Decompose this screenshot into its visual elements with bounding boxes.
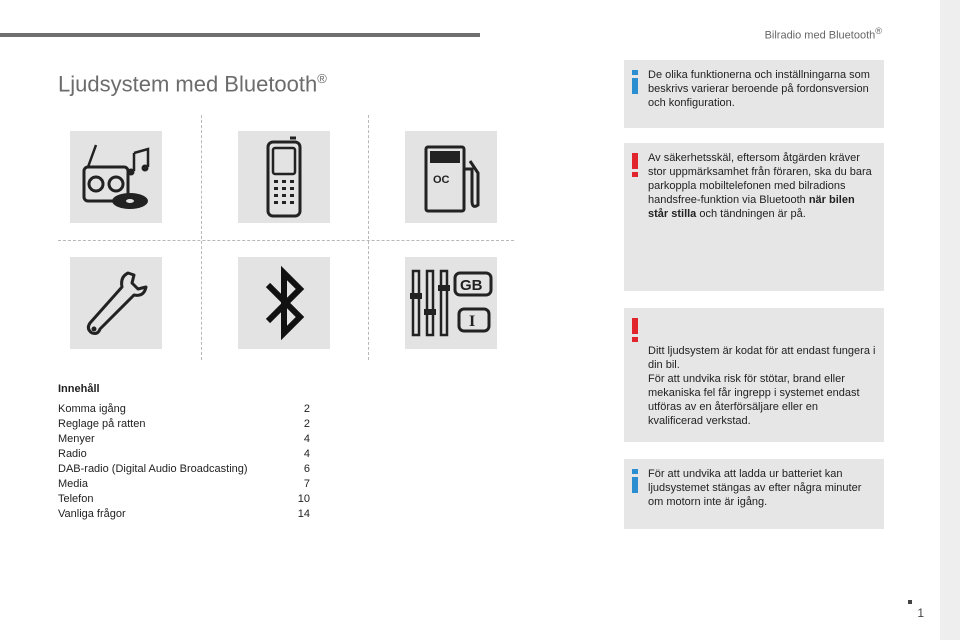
svg-text:GB: GB — [460, 277, 483, 294]
toc-item: Media 7 — [58, 478, 310, 490]
mobile-phone-icon — [262, 136, 306, 218]
grid-divider — [58, 240, 514, 241]
page-title: Ljudsystem med Bluetooth® — [58, 70, 327, 97]
info-note: De olika funktionerna och inställningarna som beskrivs varierar beroende på fordonsversion och konfiguration. — [624, 60, 884, 128]
svg-text:OC: OC — [433, 174, 450, 186]
toc-item: Telefon 10 — [58, 493, 310, 505]
fuel-pump-tile — [405, 131, 497, 223]
info-icon — [632, 70, 638, 94]
settings-sliders-language-icon — [407, 265, 495, 341]
info-note: För att undvika att ladda ur batteriet kan ljudsystemet stängas av efter några minuter om motorn inte är igång. — [624, 459, 884, 529]
wrench-icon — [80, 267, 152, 339]
settings-sliders-tile — [405, 257, 497, 349]
svg-text:I: I — [469, 313, 476, 330]
toc-item: Menyer 4 — [58, 433, 310, 445]
toc-item: Vanliga frågor 14 — [58, 508, 310, 520]
fuel-pump-display-icon — [416, 139, 486, 215]
page-number: 1 — [917, 606, 924, 620]
wrench-tile — [70, 257, 162, 349]
toc-heading: Innehåll — [58, 383, 100, 395]
grid-divider — [201, 115, 202, 360]
toc-item: Komma igång 2 — [58, 403, 310, 415]
toc-item: Radio 4 — [58, 448, 310, 460]
page-marker — [908, 600, 912, 604]
running-head: Bilradio med Bluetooth® — [764, 26, 882, 42]
toc-item: Reglage på ratten 2 — [58, 418, 310, 430]
warning-note: Av säkerhetsskäl, eftersom åtgärden kräver stor uppmärksamhet från föraren, ska du bara parkoppla mobiltelefonen med bilradions handsfree-funktion via Bluetooth när bilen står stilla och tändningen är på. — [624, 143, 884, 291]
toc-item: DAB-radio (Digital Audio Broadcasting) 6 — [58, 463, 310, 475]
page-edge-strip — [940, 0, 960, 640]
toc-list — [58, 402, 310, 522]
warning-icon — [632, 318, 638, 342]
mobile-phone-tile — [238, 131, 330, 223]
warning-note: Ditt ljudsystem är kodat för att endast fungera i din bil. För att undvika risk för stötar, brand eller mekaniska fel får ingrepp i systemet endast utföras av en återförsäljare eller en kvalificerad verkstad. — [624, 308, 884, 442]
warning-icon — [632, 153, 638, 177]
bluetooth-tile — [238, 257, 330, 349]
header-rule — [0, 33, 480, 37]
grid-divider — [368, 115, 369, 360]
bluetooth-icon — [262, 263, 306, 343]
radio-music-icon — [76, 139, 156, 215]
radio-music-tile — [70, 131, 162, 223]
info-icon — [632, 469, 638, 493]
